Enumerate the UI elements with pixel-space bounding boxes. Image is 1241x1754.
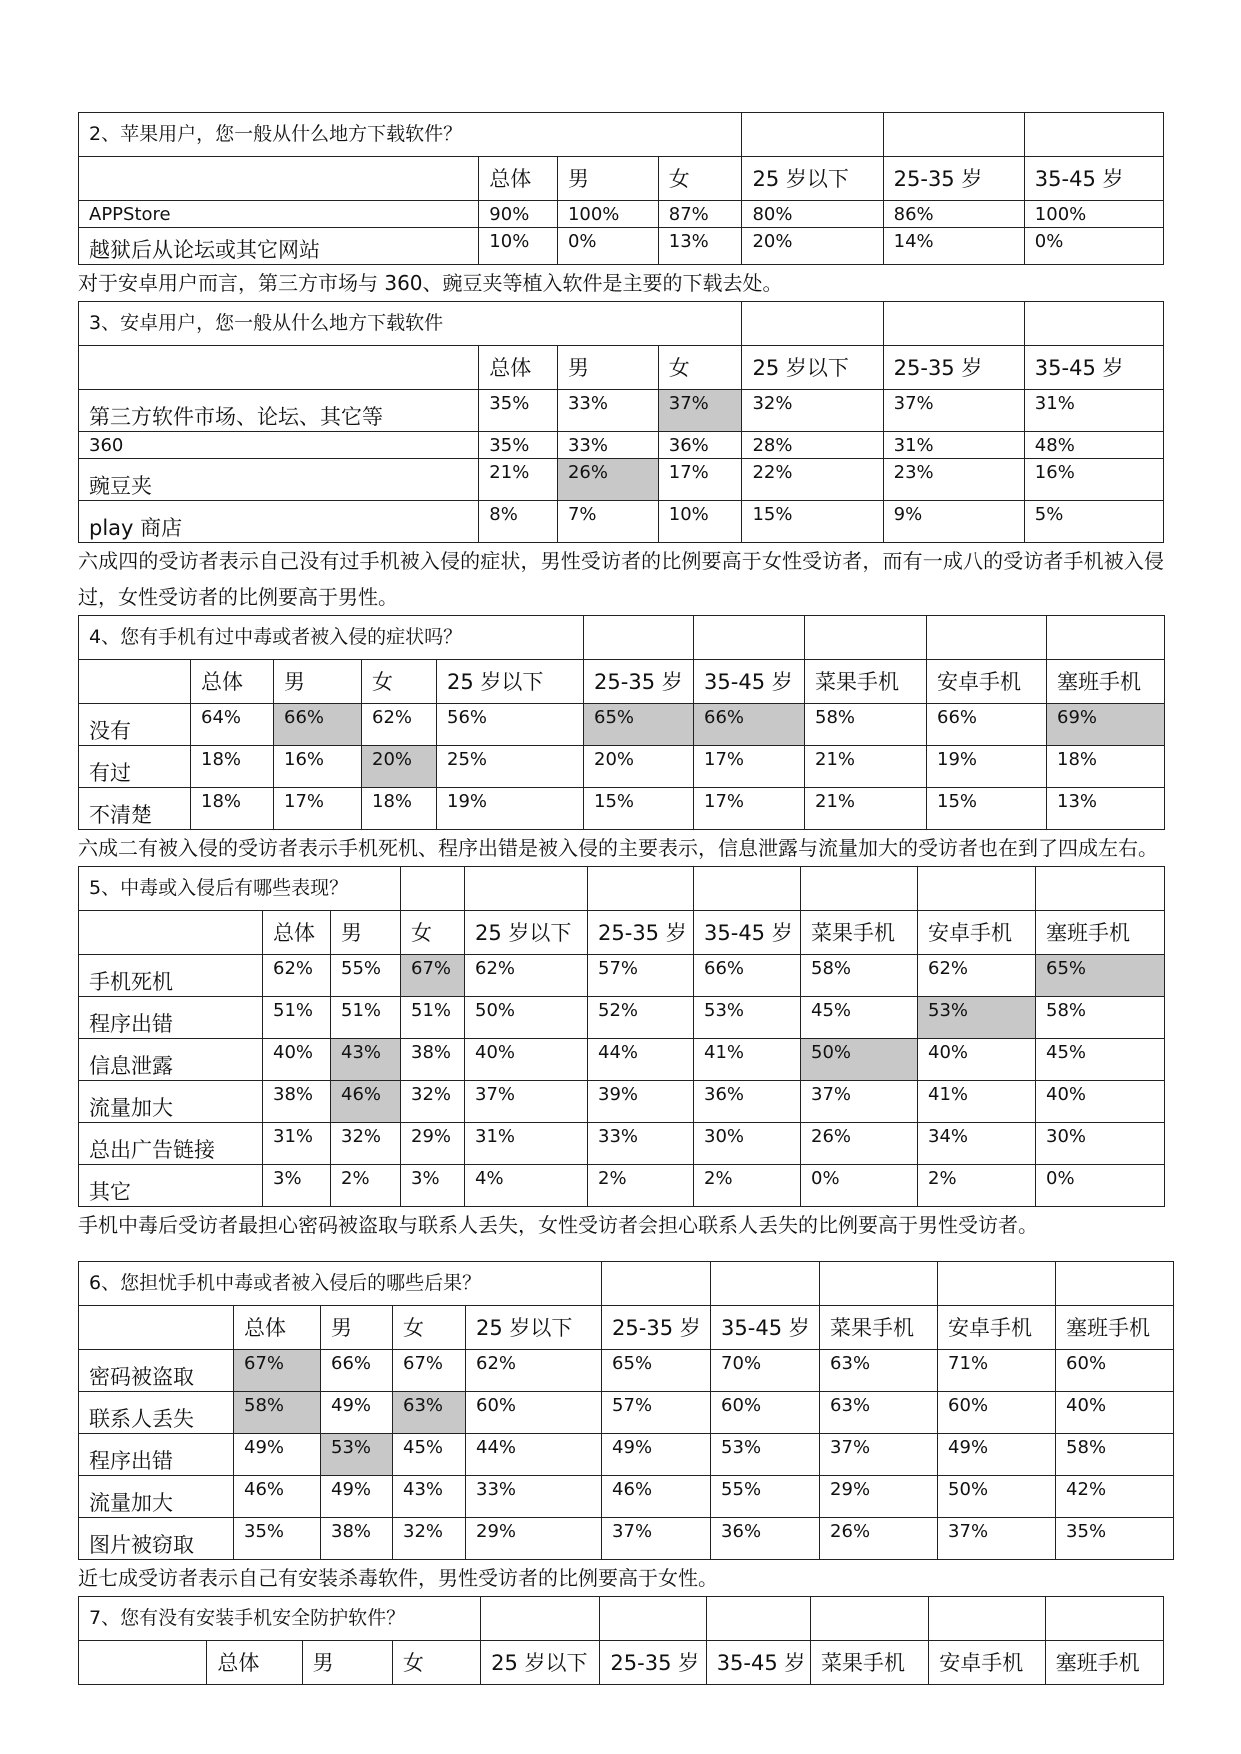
question-row <box>79 302 1164 346</box>
value-cell: 56% <box>437 704 584 746</box>
value-cell: 9% <box>883 501 1024 543</box>
row-label: 总出广告链接 <box>79 1123 263 1165</box>
table-q5-intrusion-signs <box>78 866 1165 1207</box>
table-row <box>79 1165 1165 1207</box>
header-cell: 男 <box>274 660 362 704</box>
value-cell: 32% <box>331 1123 401 1165</box>
value-cell: 66% <box>927 704 1047 746</box>
value-cell: 2% <box>331 1165 401 1207</box>
value-cell-highlighted: 53% <box>918 997 1036 1039</box>
value-cell: 40% <box>918 1039 1036 1081</box>
value-cell: 62% <box>466 1350 602 1392</box>
value-cell: 15% <box>742 501 883 543</box>
question-row <box>79 867 1165 911</box>
value-cell-highlighted: 43% <box>331 1039 401 1081</box>
value-cell: 63% <box>820 1350 938 1392</box>
value-cell: 38% <box>401 1039 465 1081</box>
table-q2-apple-download <box>78 112 1164 265</box>
value-cell: 42% <box>1056 1476 1174 1518</box>
table-q7-security-software <box>78 1596 1164 1685</box>
value-cell: 17% <box>658 459 742 501</box>
value-cell-highlighted: 67% <box>401 955 465 997</box>
value-cell: 33% <box>557 432 658 459</box>
header-cell: 女 <box>392 1641 480 1685</box>
header-cell: 塞班手机 <box>1056 1306 1174 1350</box>
header-cell: 男 <box>557 346 658 390</box>
value-cell: 18% <box>1047 746 1165 788</box>
table-row <box>79 432 1164 459</box>
value-cell: 45% <box>393 1434 466 1476</box>
value-cell: 66% <box>694 955 801 997</box>
table-row <box>79 1039 1165 1081</box>
value-cell: 60% <box>1056 1350 1174 1392</box>
header-row <box>79 660 1165 704</box>
header-cell: 男 <box>321 1306 393 1350</box>
value-cell: 57% <box>588 955 694 997</box>
value-cell: 21% <box>805 746 927 788</box>
value-cell: 20% <box>742 228 883 265</box>
value-cell: 62% <box>263 955 331 997</box>
row-label: 不清楚 <box>79 788 191 830</box>
value-cell: 45% <box>801 997 918 1039</box>
value-cell: 51% <box>401 997 465 1039</box>
header-row <box>79 1306 1174 1350</box>
header-cell: 25 岁以下 <box>481 1641 600 1685</box>
value-cell: 60% <box>711 1392 820 1434</box>
value-cell: 58% <box>805 704 927 746</box>
row-label: 程序出错 <box>79 997 263 1039</box>
question-title: 6、您担忧手机中毒或者被入侵后的哪些后果？ <box>79 1262 602 1306</box>
value-cell: 44% <box>466 1434 602 1476</box>
value-cell: 0% <box>1024 228 1163 265</box>
value-cell: 49% <box>321 1476 393 1518</box>
value-cell: 37% <box>938 1518 1056 1560</box>
table-row <box>79 1123 1165 1165</box>
value-cell: 2% <box>694 1165 801 1207</box>
value-cell: 10% <box>479 228 558 265</box>
value-cell: 18% <box>362 788 437 830</box>
value-cell: 62% <box>362 704 437 746</box>
header-cell <box>79 660 191 704</box>
table-q6-consequences <box>78 1261 1174 1560</box>
header-cell: 女 <box>401 911 465 955</box>
value-cell-highlighted: 37% <box>658 390 742 432</box>
header-cell: 35-45 岁 <box>711 1306 820 1350</box>
value-cell: 35% <box>479 432 558 459</box>
value-cell: 36% <box>711 1518 820 1560</box>
value-cell: 63% <box>820 1392 938 1434</box>
value-cell: 32% <box>393 1518 466 1560</box>
question-title: 5、中毒或入侵后有哪些表现？ <box>79 867 401 911</box>
summary-paragraph: 近七成受访者表示自己有安装杀毒软件，男性受访者的比例要高于女性。 <box>78 1566 718 1590</box>
value-cell: 43% <box>393 1476 466 1518</box>
value-cell: 52% <box>588 997 694 1039</box>
value-cell-highlighted: 53% <box>321 1434 393 1476</box>
value-cell: 58% <box>801 955 918 997</box>
question-title: 4、您有手机有过中毒或者被入侵的症状吗？ <box>79 616 584 660</box>
value-cell: 34% <box>918 1123 1036 1165</box>
row-label: 有过 <box>79 746 191 788</box>
value-cell-highlighted: 67% <box>234 1350 321 1392</box>
question-title: 2、苹果用户，您一般从什么地方下载软件？ <box>79 113 742 157</box>
table-row <box>79 228 1164 265</box>
table-row <box>79 1518 1174 1560</box>
summary-paragraph: 手机中毒后受访者最担心密码被盗取与联系人丢失，女性受访者会担心联系人丢失的比例要高于男性受访者。 <box>78 1213 1038 1237</box>
value-cell-highlighted: 65% <box>584 704 694 746</box>
value-cell: 13% <box>1047 788 1165 830</box>
value-cell: 15% <box>927 788 1047 830</box>
value-cell: 60% <box>938 1392 1056 1434</box>
value-cell: 49% <box>938 1434 1056 1476</box>
table-row <box>79 997 1165 1039</box>
question-title: 3、安卓用户，您一般从什么地方下载软件 <box>79 302 742 346</box>
value-cell: 31% <box>1024 390 1163 432</box>
summary-paragraph: 对于安卓用户而言，第三方市场与 360、豌豆夹等植入软件是主要的下载去处。 <box>78 271 783 295</box>
header-cell: 25-35 岁 <box>588 911 694 955</box>
value-cell-highlighted: 66% <box>694 704 805 746</box>
header-row <box>79 157 1164 201</box>
row-label: 流量加大 <box>79 1081 263 1123</box>
row-label: 图片被窃取 <box>79 1518 234 1560</box>
value-cell-highlighted: 46% <box>331 1081 401 1123</box>
question-row <box>79 113 1164 157</box>
row-label: 豌豆夹 <box>79 459 479 501</box>
table-row <box>79 1081 1165 1123</box>
value-cell: 2% <box>588 1165 694 1207</box>
header-cell: 总体 <box>479 157 558 201</box>
row-label: 联系人丢失 <box>79 1392 234 1434</box>
header-cell: 总体 <box>234 1306 321 1350</box>
row-label: 没有 <box>79 704 191 746</box>
value-cell: 30% <box>1036 1123 1165 1165</box>
header-cell: 男 <box>331 911 401 955</box>
value-cell: 71% <box>938 1350 1056 1392</box>
table-row <box>79 201 1164 228</box>
header-cell: 25-35 岁 <box>600 1641 706 1685</box>
row-label: 其它 <box>79 1165 263 1207</box>
value-cell: 37% <box>465 1081 588 1123</box>
value-cell: 14% <box>883 228 1024 265</box>
row-label: 密码被盗取 <box>79 1350 234 1392</box>
value-cell: 35% <box>234 1518 321 1560</box>
value-cell: 57% <box>602 1392 711 1434</box>
value-cell: 30% <box>694 1123 801 1165</box>
row-label: 流量加大 <box>79 1476 234 1518</box>
value-cell: 65% <box>602 1350 711 1392</box>
header-cell: 总体 <box>191 660 274 704</box>
value-cell: 21% <box>805 788 927 830</box>
table-q4-intrusion-symptoms <box>78 615 1165 830</box>
value-cell: 22% <box>742 459 883 501</box>
row-label: 程序出错 <box>79 1434 234 1476</box>
value-cell: 90% <box>479 201 558 228</box>
table-row <box>79 501 1164 543</box>
header-cell: 35-45 岁 <box>706 1641 810 1685</box>
header-cell: 35-45 岁 <box>694 911 801 955</box>
value-cell: 33% <box>588 1123 694 1165</box>
value-cell: 37% <box>801 1081 918 1123</box>
value-cell: 49% <box>602 1434 711 1476</box>
summary-paragraph: 六成四的受访者表示自己没有过手机被入侵的症状，男性受访者的比例要高于女性受访者，而有一成八的受访者手机被入侵过，女性受访者的比例要高于男性。 <box>78 549 1164 609</box>
table-row <box>79 746 1165 788</box>
value-cell: 39% <box>588 1081 694 1123</box>
header-cell: 男 <box>302 1641 392 1685</box>
header-cell <box>79 1306 234 1350</box>
table-row <box>79 1392 1174 1434</box>
header-cell: 35-45 岁 <box>1024 346 1163 390</box>
value-cell: 31% <box>263 1123 331 1165</box>
value-cell: 29% <box>466 1518 602 1560</box>
row-label: 信息泄露 <box>79 1039 263 1081</box>
header-cell: 塞班手机 <box>1047 660 1165 704</box>
value-cell: 0% <box>1036 1165 1165 1207</box>
row-label: APPStore <box>79 201 479 228</box>
value-cell: 15% <box>584 788 694 830</box>
value-cell: 100% <box>1024 201 1163 228</box>
header-cell: 男 <box>557 157 658 201</box>
header-cell: 35-45 岁 <box>1024 157 1163 201</box>
value-cell: 5% <box>1024 501 1163 543</box>
header-row <box>79 1641 1164 1685</box>
table-row <box>79 459 1164 501</box>
value-cell: 17% <box>274 788 362 830</box>
value-cell: 100% <box>557 201 658 228</box>
header-cell: 25 岁以下 <box>437 660 584 704</box>
value-cell: 40% <box>263 1039 331 1081</box>
value-cell: 33% <box>557 390 658 432</box>
value-cell: 53% <box>694 997 801 1039</box>
value-cell: 0% <box>557 228 658 265</box>
value-cell: 32% <box>742 390 883 432</box>
value-cell: 35% <box>1056 1518 1174 1560</box>
header-row <box>79 911 1165 955</box>
header-cell: 塞班手机 <box>1045 1641 1163 1685</box>
value-cell: 23% <box>883 459 1024 501</box>
value-cell: 19% <box>927 746 1047 788</box>
header-row <box>79 346 1164 390</box>
value-cell: 40% <box>1036 1081 1165 1123</box>
value-cell: 26% <box>801 1123 918 1165</box>
value-cell: 26% <box>820 1518 938 1560</box>
header-cell <box>79 911 263 955</box>
value-cell: 46% <box>234 1476 321 1518</box>
row-label: 360 <box>79 432 479 459</box>
value-cell: 46% <box>602 1476 711 1518</box>
header-cell: 安卓手机 <box>938 1306 1056 1350</box>
value-cell: 36% <box>658 432 742 459</box>
value-cell: 50% <box>465 997 588 1039</box>
value-cell: 13% <box>658 228 742 265</box>
header-cell <box>79 157 479 201</box>
value-cell: 21% <box>479 459 558 501</box>
row-label: 手机死机 <box>79 955 263 997</box>
value-cell: 2% <box>918 1165 1036 1207</box>
header-cell: 25-35 岁 <box>602 1306 711 1350</box>
value-cell: 10% <box>658 501 742 543</box>
value-cell-highlighted: 63% <box>393 1392 466 1434</box>
row-label: play 商店 <box>79 501 479 543</box>
table-row <box>79 955 1165 997</box>
value-cell: 86% <box>883 201 1024 228</box>
value-cell-highlighted: 66% <box>274 704 362 746</box>
value-cell: 55% <box>331 955 401 997</box>
header-cell: 25 岁以下 <box>466 1306 602 1350</box>
value-cell-highlighted: 50% <box>801 1039 918 1081</box>
value-cell-highlighted: 65% <box>1036 955 1165 997</box>
header-cell: 菜果手机 <box>820 1306 938 1350</box>
value-cell: 53% <box>711 1434 820 1476</box>
value-cell: 31% <box>465 1123 588 1165</box>
value-cell-highlighted: 69% <box>1047 704 1165 746</box>
value-cell: 28% <box>742 432 883 459</box>
table-row <box>79 1350 1174 1392</box>
header-cell: 总体 <box>479 346 558 390</box>
value-cell: 40% <box>465 1039 588 1081</box>
value-cell: 20% <box>584 746 694 788</box>
header-cell: 菜果手机 <box>805 660 927 704</box>
header-cell: 菜果手机 <box>801 911 918 955</box>
header-cell: 总体 <box>263 911 331 955</box>
header-cell: 25 岁以下 <box>465 911 588 955</box>
value-cell: 29% <box>820 1476 938 1518</box>
value-cell: 38% <box>321 1518 393 1560</box>
value-cell: 33% <box>466 1476 602 1518</box>
value-cell: 80% <box>742 201 883 228</box>
value-cell: 48% <box>1024 432 1163 459</box>
header-cell: 女 <box>362 660 437 704</box>
summary-paragraph: 六成二有被入侵的受访者表示手机死机、程序出错是被入侵的主要表示，信息泄露与流量加大的受访者也在到了四成左右。 <box>78 836 1158 860</box>
header-cell: 安卓手机 <box>927 660 1047 704</box>
header-cell <box>79 1641 207 1685</box>
value-cell: 64% <box>191 704 274 746</box>
header-cell: 安卓手机 <box>929 1641 1045 1685</box>
value-cell: 18% <box>191 746 274 788</box>
value-cell-highlighted: 20% <box>362 746 437 788</box>
value-cell: 29% <box>401 1123 465 1165</box>
value-cell: 25% <box>437 746 584 788</box>
header-cell: 25 岁以下 <box>742 346 883 390</box>
value-cell: 17% <box>694 746 805 788</box>
value-cell: 45% <box>1036 1039 1165 1081</box>
value-cell-highlighted: 26% <box>557 459 658 501</box>
header-cell: 35-45 岁 <box>694 660 805 704</box>
header-cell: 25-35 岁 <box>883 157 1024 201</box>
value-cell: 60% <box>466 1392 602 1434</box>
header-cell: 女 <box>658 346 742 390</box>
value-cell: 19% <box>437 788 584 830</box>
value-cell: 44% <box>588 1039 694 1081</box>
value-cell: 16% <box>1024 459 1163 501</box>
header-cell: 菜果手机 <box>810 1641 928 1685</box>
value-cell: 4% <box>465 1165 588 1207</box>
value-cell: 62% <box>918 955 1036 997</box>
header-cell: 25 岁以下 <box>742 157 883 201</box>
value-cell: 38% <box>263 1081 331 1123</box>
value-cell: 41% <box>694 1039 801 1081</box>
value-cell: 32% <box>401 1081 465 1123</box>
value-cell: 51% <box>263 997 331 1039</box>
value-cell: 58% <box>1036 997 1165 1039</box>
header-cell: 塞班手机 <box>1036 911 1165 955</box>
table-row <box>79 704 1165 746</box>
header-cell <box>79 346 479 390</box>
value-cell: 41% <box>918 1081 1036 1123</box>
value-cell: 50% <box>938 1476 1056 1518</box>
value-cell: 31% <box>883 432 1024 459</box>
value-cell: 87% <box>658 201 742 228</box>
value-cell: 49% <box>234 1434 321 1476</box>
row-label: 越狱后从论坛或其它网站 <box>79 228 479 265</box>
value-cell: 18% <box>191 788 274 830</box>
table-row <box>79 390 1164 432</box>
value-cell: 36% <box>694 1081 801 1123</box>
value-cell: 67% <box>393 1350 466 1392</box>
value-cell: 51% <box>331 997 401 1039</box>
header-cell: 25-35 岁 <box>584 660 694 704</box>
question-row <box>79 616 1165 660</box>
value-cell: 3% <box>263 1165 331 1207</box>
document-page <box>78 112 1164 1685</box>
value-cell: 7% <box>557 501 658 543</box>
question-title: 7、您有没有安装手机安全防护软件？ <box>79 1597 481 1641</box>
value-cell: 37% <box>883 390 1024 432</box>
question-row <box>79 1597 1164 1641</box>
value-cell: 58% <box>1056 1434 1174 1476</box>
header-cell: 女 <box>393 1306 466 1350</box>
value-cell: 62% <box>465 955 588 997</box>
value-cell: 0% <box>801 1165 918 1207</box>
value-cell: 3% <box>401 1165 465 1207</box>
value-cell: 35% <box>479 390 558 432</box>
row-label: 第三方软件市场、论坛、其它等 <box>79 390 479 432</box>
header-cell: 安卓手机 <box>918 911 1036 955</box>
value-cell-highlighted: 58% <box>234 1392 321 1434</box>
value-cell: 70% <box>711 1350 820 1392</box>
value-cell: 37% <box>602 1518 711 1560</box>
value-cell: 37% <box>820 1434 938 1476</box>
value-cell: 8% <box>479 501 558 543</box>
value-cell: 49% <box>321 1392 393 1434</box>
table-row <box>79 1434 1174 1476</box>
question-row <box>79 1262 1174 1306</box>
value-cell: 66% <box>321 1350 393 1392</box>
value-cell: 40% <box>1056 1392 1174 1434</box>
header-cell: 25-35 岁 <box>883 346 1024 390</box>
table-row <box>79 788 1165 830</box>
header-cell: 女 <box>658 157 742 201</box>
value-cell: 16% <box>274 746 362 788</box>
header-cell: 总体 <box>207 1641 302 1685</box>
table-row <box>79 1476 1174 1518</box>
value-cell: 17% <box>694 788 805 830</box>
value-cell: 55% <box>711 1476 820 1518</box>
table-q3-android-download <box>78 301 1164 543</box>
